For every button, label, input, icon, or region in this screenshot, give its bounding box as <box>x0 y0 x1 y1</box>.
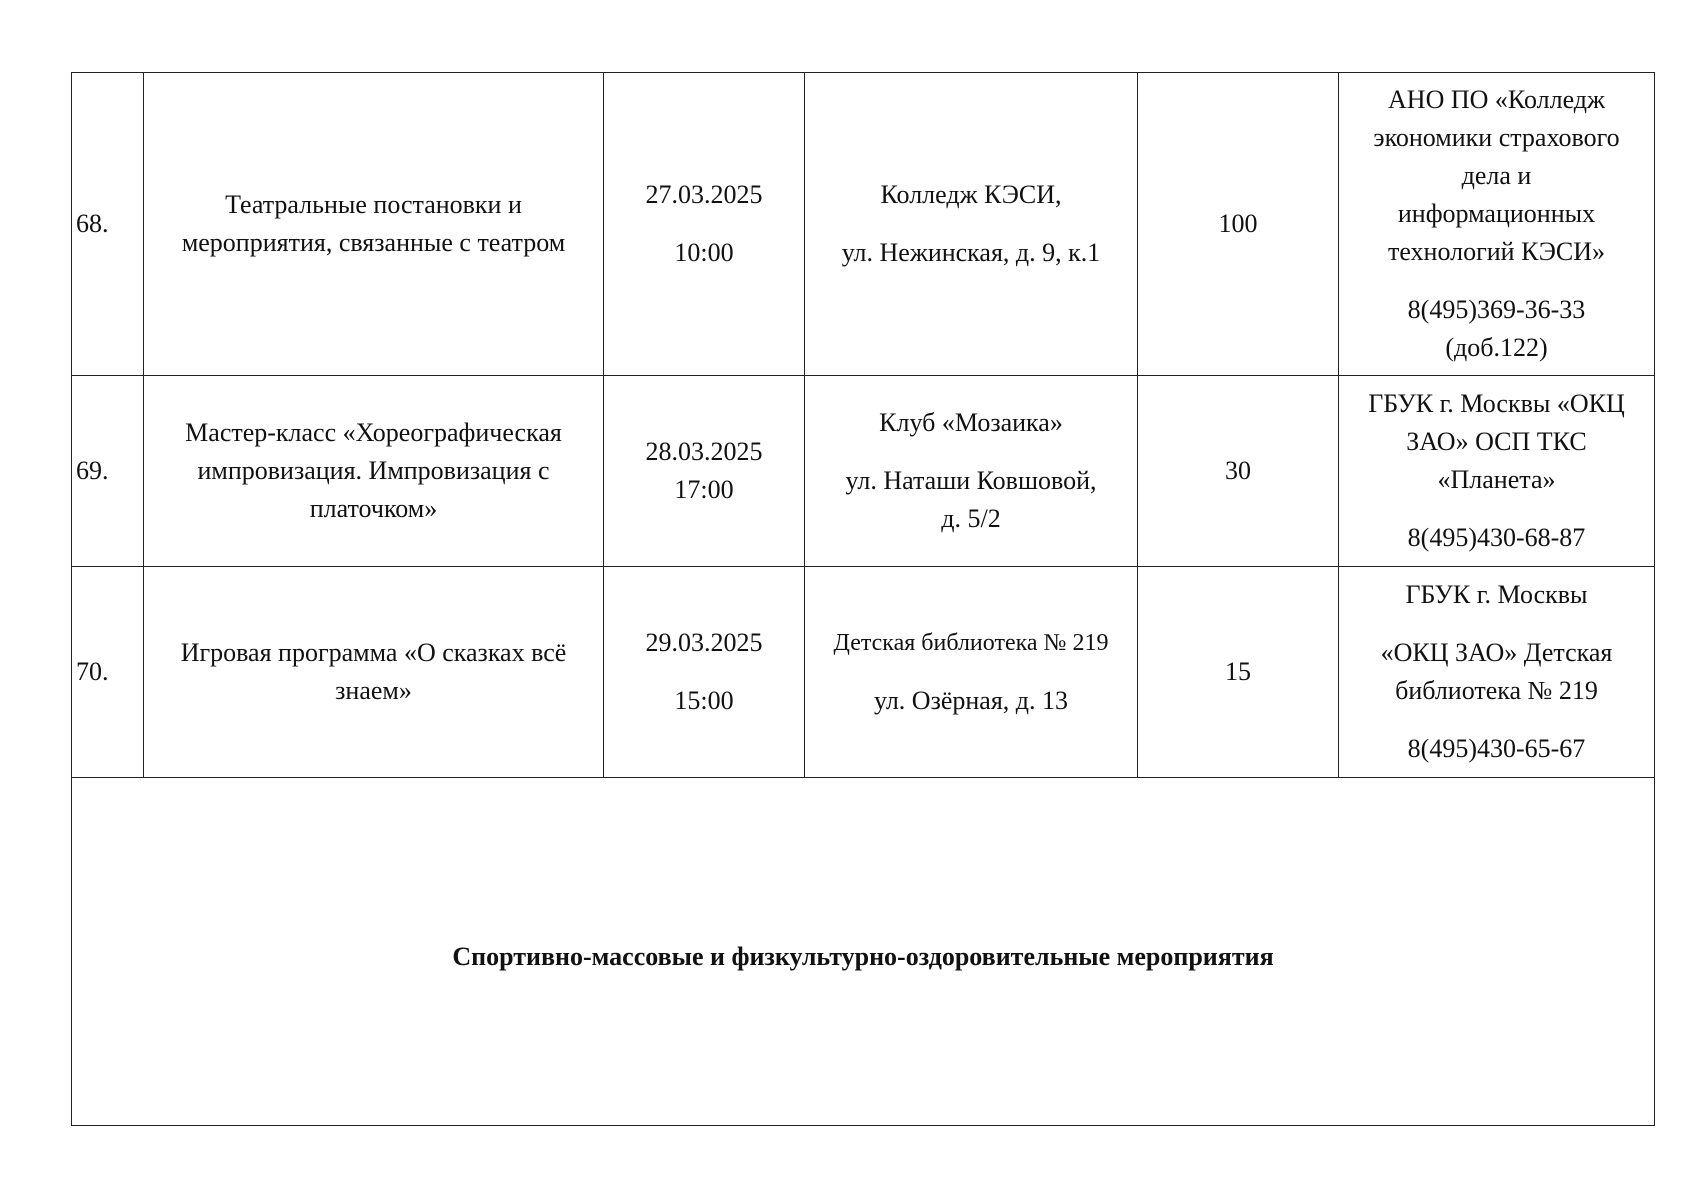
organizer-phone: 8(495)430-65-67 <box>1407 734 1586 763</box>
place-name: Клуб «Мозаика» <box>879 408 1063 437</box>
event-date: 29.03.2025 <box>645 628 763 657</box>
section-heading: Спортивно-массовые и физкультурно-оздоровительные мероприятия <box>72 778 1655 1126</box>
event-time: 10:00 <box>674 238 734 267</box>
place-name: Детская библиотека № 219 <box>833 630 1109 656</box>
place-name: Колледж КЭСИ, <box>880 180 1062 209</box>
participants-count: 30 <box>1138 376 1339 567</box>
place-address: ул. Наташи Ковшовой, <box>845 466 1097 495</box>
event-place: Клуб «Мозаика» ул. Наташи Ковшовой, д. 5/2 <box>805 376 1138 567</box>
participants-count: 15 <box>1138 567 1339 778</box>
event-time: 15:00 <box>674 686 734 715</box>
participants-count: 100 <box>1138 73 1339 376</box>
event-datetime <box>604 73 805 376</box>
event-time: 17:00 <box>674 475 734 504</box>
place-address: ул. Нежинская, д. 9, к.1 <box>841 238 1101 267</box>
event-place <box>805 567 1138 778</box>
event-number: 68. <box>72 73 144 376</box>
organizer: АНО ПО «Колледж экономики страхового дела и информационных технологий КЭСИ» 8(495)369-36-33 (доб.122) <box>1339 73 1655 376</box>
table-row <box>72 567 1655 778</box>
event-datetime <box>604 376 805 567</box>
table-row <box>72 376 1655 567</box>
event-date: 27.03.2025 <box>645 180 763 209</box>
organizer: ГБУК г. Москвы «ОКЦ ЗАО» Детская библиотека № 219 8(495)430-65-67 <box>1339 567 1655 778</box>
organizer-phone: 8(495)369-36-33 <box>1407 295 1586 324</box>
event-title: Театральные постановки и мероприятия, связанные с театром <box>144 73 604 376</box>
table-row <box>72 73 1655 376</box>
event-number: 69. <box>72 376 144 567</box>
place-address: ул. Озёрная, д. 13 <box>873 686 1069 715</box>
event-title: Игровая программа «О сказках всё знаем» <box>144 567 604 778</box>
section-row <box>72 778 1655 1126</box>
event-datetime <box>604 567 805 778</box>
event-number: 70. <box>72 567 144 778</box>
event-title: Мастер-класс «Хореографическая импровизация. Импровизация с платочком» <box>144 376 604 567</box>
events-table <box>71 72 1655 1126</box>
event-place <box>805 73 1138 376</box>
event-date: 28.03.2025 <box>645 437 763 466</box>
organizer-phone: 8(495)430-68-87 <box>1407 523 1586 552</box>
organizer: ГБУК г. Москвы «ОКЦ ЗАО» ОСП ТКС «Планета» 8(495)430-68-87 <box>1339 376 1655 567</box>
